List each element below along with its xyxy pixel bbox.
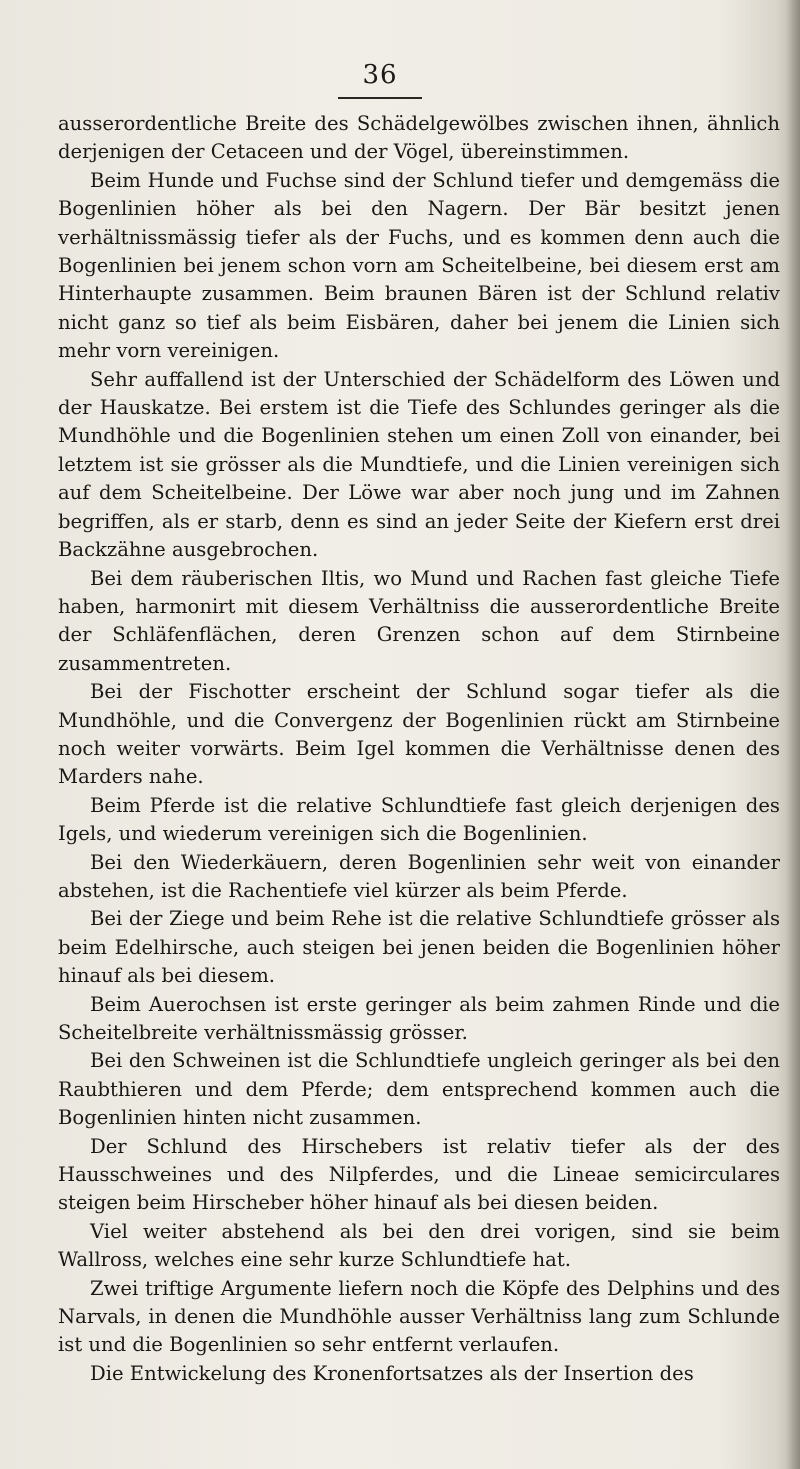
paragraph: Der Schlund des Hirschebers ist relativ tiefer als der des Hausschweines und des Nilpferdes, und die Lineae semicirculares steigen beim Hirscheber höher hinauf als bei diesen beiden.	[58, 1134, 780, 1215]
paragraph: Sehr auffallend ist der Unterschied der Schädelform des Löwen und der Hauskatze. Bei erstem ist die Tiefe des Schlundes geringer als die Mundhöhle und die Bogenlinien stehen um einen Zoll von einander, bei letztem ist sie grösser als die Mundtiefe, und die Linien vereinigen sich auf dem Scheitelbeine. Der Löwe war aber noch jung und im Zahnen begriffen, als er starb, denn es sind an jeder Seite der Kiefern erst drei Backzähne ausgebrochen.	[58, 367, 780, 562]
paragraph: Bei der Fischotter erscheint der Schlund sogar tiefer als die Mundhöhle, und die Convergenz der Bogenlinien rückt am Stirnbeine noch weiter vorwärts. Beim Igel kommen die Verhältnisse denen des Marders nahe.	[58, 680, 780, 789]
body-text	[58, 110, 780, 1388]
paragraph: Viel weiter abstehend als bei den drei vorigen, sind sie beim Wallross, welches eine sehr kurze Schlundtiefe hat.	[58, 1219, 780, 1272]
page-number-rule	[338, 97, 422, 99]
paragraph: Bei dem räuberischen Iltis, wo Mund und Rachen fast gleiche Tiefe haben, harmonirt mit diesem Verhältniss die ausserordentliche Breite der Schläfenflächen, deren Grenzen schon auf dem Stirnbeine zusammentreten.	[58, 566, 780, 675]
paragraph: Bei der Ziege und beim Rehe ist die relative Schlundtiefe grösser als beim Edelhirsche, auch steigen bei jenen beiden die Bogenlinien höher hinauf als bei diesem.	[58, 907, 780, 988]
page-edge-shadow	[786, 0, 800, 1469]
paragraph: Bei den Wiederkäuern, deren Bogenlinien sehr weit von einander abstehen, ist die Rachentiefe viel kürzer als beim Pferde.	[58, 850, 780, 902]
paragraph: Zwei triftige Argumente liefern noch die Köpfe des Delphins und des Narvals, in denen die Mundhöhle ausser Verhältniss lang zum Schlunde ist und die Bogenlinien so sehr entfernt verlaufen.	[58, 1276, 780, 1357]
paragraph: ausserordentliche Breite des Schädelgewölbes zwischen ihnen, ähnlich derjenigen der Cetaceen und der Vögel, übereinstimmen.	[58, 112, 780, 164]
paragraph: Beim Auerochsen ist erste geringer als beim zahmen Rinde und die Scheitelbreite verhältnissmässig grösser.	[58, 992, 780, 1044]
page-number: 36	[362, 60, 398, 90]
paragraph: Beim Hunde und Fuchse sind der Schlund tiefer und demgemäss die Bogenlinien höher als bei den Nagern. Der Bär besitzt jenen verhältnissmässig tiefer als der Fuchs, und es kommen denn auch die Bogenlinien bei jenem schon vorn am Scheitelbeine, bei diesem erst am Hinterhaupte zusammen. Beim braunen Bären ist der Schlund relativ nicht ganz so tief als beim Eisbären, daher bei jenem die Linien sich mehr vorn vereinigen.	[58, 168, 780, 363]
paragraph: Beim Pferde ist die relative Schlundtiefe fast gleich derjenigen des Igels, und wiederum vereinigen sich die Bogenlinien.	[58, 793, 780, 846]
paragraph: Bei den Schweinen ist die Schlundtiefe ungleich geringer als bei den Raubthieren und dem Pferde; dem entsprechend kommen auch die Bogenlinien hinten nicht zusammen.	[58, 1049, 780, 1130]
paragraph: Die Entwickelung des Kronenfortsatzes als der Insertion des	[90, 1361, 694, 1385]
